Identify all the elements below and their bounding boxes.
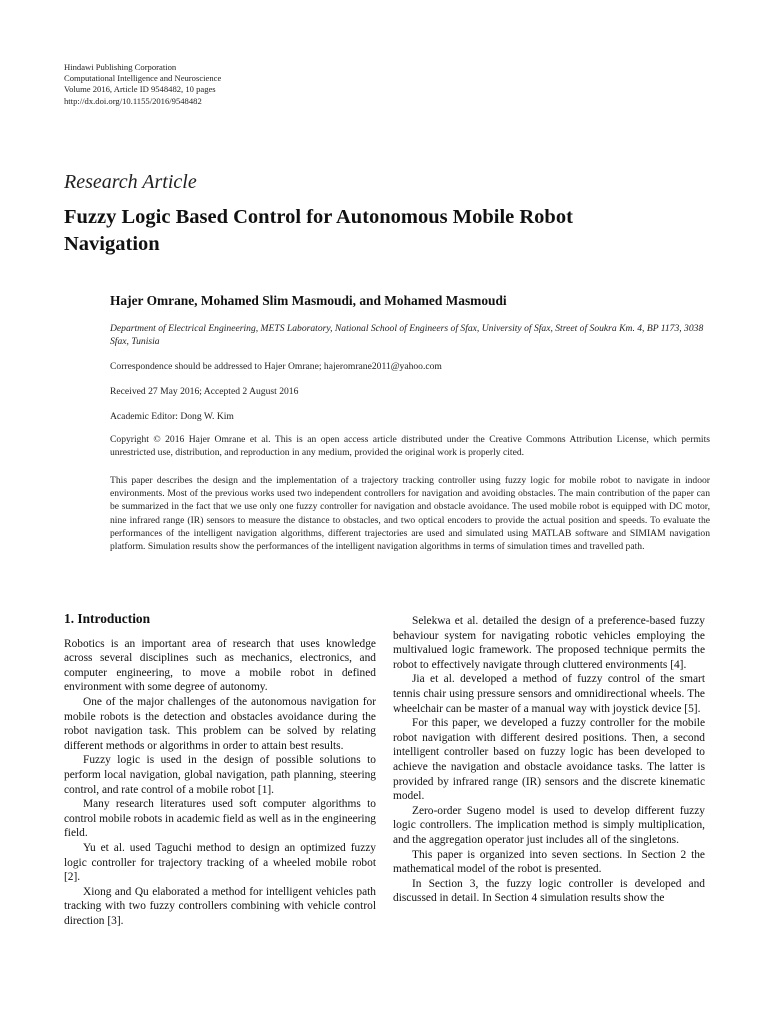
- right-column: [393, 614, 705, 906]
- paragraph: One of the major challenges of the autonomous navigation for mobile robots is the detection and obstacles avoidance during the robot navigation task. This problem can be solved by relating different methods or algorithms in order to attain best results.: [64, 695, 376, 752]
- journal-name: Computational Intelligence and Neuroscience: [64, 73, 222, 84]
- journal-header: [64, 62, 221, 107]
- section-heading: 1. Introduction: [64, 611, 151, 626]
- correspondence-line: Correspondence should be addressed to Hajer Omrane; hajeromrane2011@yahoo.com: [110, 361, 442, 372]
- paragraph: This paper is organized into seven sections. In Section 2 the mathematical model of the robot is presented.: [393, 848, 705, 876]
- author-list: Hajer Omrane, Mohamed Slim Masmoudi, and Mohamed Masmoudi: [110, 293, 507, 308]
- paragraph: Jia et al. developed a method of fuzzy control of the smart tennis chair using pressure sensors and omnidirectional wheels. The wheelchair can be master of a manual way with joystick device [5].: [393, 673, 705, 715]
- academic-editor: Academic Editor: Dong W. Kim: [110, 411, 234, 422]
- paragraph: Robotics is an important area of research that uses knowledge across several disciplines such as mechanics, electronics, and computer engineering, to move a mobile robot in defined environment with some degree of autonomy.: [64, 637, 376, 694]
- affiliation: Department of Electrical Engineering, METS Laboratory, National School of Engineers of Sfax, University of Sfax, Street of Soukra Km. 4, BP 1173, 3038 Sfax, Tunisia: [110, 323, 704, 347]
- paragraph: Fuzzy logic is used in the design of possible solutions to perform local navigation, global navigation, path planning, steering control, and rate control of a mobile robot [1].: [64, 754, 376, 796]
- received-accepted-dates: Received 27 May 2016; Accepted 2 August 2016: [110, 386, 299, 397]
- left-column: [64, 612, 376, 928]
- abstract-text: This paper describes the design and the implementation of a trajectory tracking controller using fuzzy logic for mobile robot to navigate in indoor environments. Most of the previous works used two independent controllers for navigation and avoiding obstacles. The main contribution of the paper can be summarized in the fact that we use only one fuzzy controller for navigation and obstacle avoidance. The used mobile robot is equipped with DC motor, nine infrared range (IR) sensors to measure the distance to obstacles, and two optical encoders to provide the actual position and speeds. To evaluate the performances of the intelligent navigation algorithms, different trajectories are used and simulated using MATLAB software and SIMIAM navigation platform. Simulation results show the performances of the intelligent navigation algorithms in terms of simulation times and travelled path.: [110, 475, 710, 553]
- paragraph: Many research literatures used soft computer algorithms to control mobile robots in academic field as well as in the engineering field.: [64, 798, 376, 840]
- volume-info: Volume 2016, Article ID 9548482, 10 pages: [64, 84, 216, 95]
- paper-title: Fuzzy Logic Based Control for Autonomous Mobile Robot Navigation: [64, 206, 573, 255]
- paragraph: In Section 3, the fuzzy logic controller is developed and discussed in detail. In Section 4 simulation results show the: [393, 877, 705, 905]
- publisher-name: Hindawi Publishing Corporation: [64, 62, 177, 72]
- paragraph: For this paper, we developed a fuzzy controller for the mobile robot navigation with different desired positions. Then, a second intelligent controller based on fuzzy logic has been developed to achieve the navigation and obstacle avoidance tasks. The latter is provided by infrared range (IR) sensors and the discrete kinematic model.: [393, 717, 705, 803]
- paragraph: Zero-order Sugeno model is used to develop different fuzzy logic controllers. The implication method is simply multiplication, and the aggregation operator just includes all of the singletons.: [393, 804, 705, 846]
- copyright-notice: Copyright © 2016 Hajer Omrane et al. This is an open access article distributed under the Creative Commons Attribution License, which permits unrestricted use, distribution, and reproduction in any medium, provided the original work is properly cited.: [110, 434, 710, 459]
- paragraph: Yu et al. used Taguchi method to design an optimized fuzzy logic controller for trajectory tracking of a wheeled mobile robot [2].: [64, 841, 376, 884]
- paragraph: Selekwa et al. detailed the design of a preference-based fuzzy behaviour system for navigating robotic vehicles employing the multivalued logic framework. The proposed technique permits the robot to effectively navigate through cluttered environments [4].: [393, 615, 705, 671]
- doi-link[interactable]: http://dx.doi.org/10.1155/2016/9548482: [64, 95, 202, 106]
- paragraph: Xiong and Qu elaborated a method for intelligent vehicles path tracking with two fuzzy controllers combining with vehicle control direction [3].: [64, 885, 376, 927]
- article-type-label: Research Article: [64, 171, 197, 193]
